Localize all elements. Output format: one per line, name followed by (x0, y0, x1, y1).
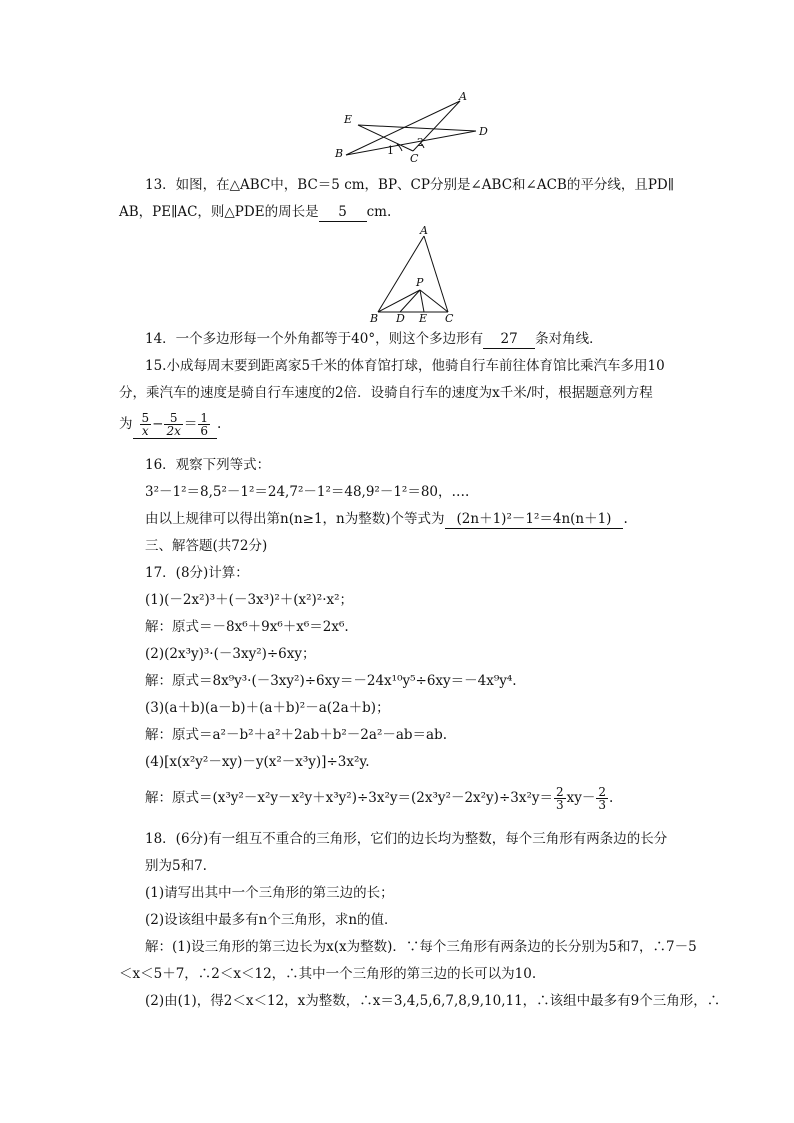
q15-frac-1 (140, 412, 152, 437)
fig1-label-angle-1: 1 (387, 144, 394, 157)
fig2-label-D: D (396, 312, 405, 325)
fig1-line-ED (358, 125, 476, 131)
q16-text-a: 由以上规律可以得出第n(n≥1，n为整数)个等式为 (145, 511, 445, 527)
fig2-line-AC (424, 236, 448, 312)
q15-frac-3-den: 6 (200, 424, 208, 438)
q16-line1: 16．观察下列等式： (145, 457, 271, 473)
figure-2-diagram (362, 224, 462, 326)
q13-answer: 5 (319, 203, 367, 222)
q18-solution-line2: ＜x＜5＋7，∴2＜x＜12，∴其中一个三角形的第三边的长可以为10. (119, 966, 537, 982)
fig2-label-C: C (445, 312, 454, 325)
q18-line1: 18．(6分)有一组互不重合的三角形，它们的边长均为整数，每个三角形有两条边的长分 (145, 831, 668, 847)
q15-line1: 15.小成每周末要到距离家5千米的体育馆打球，他骑自行车前往体育馆比乘汽车多用10 (145, 358, 665, 374)
fig2-label-A: A (420, 224, 428, 237)
q18-part-2: (2)设该组中最多有n个三角形，求n的值． (145, 912, 398, 928)
q17-s4-frac-2 (596, 786, 608, 811)
fig2-line-AB (378, 236, 424, 312)
q15-frac-2 (164, 412, 182, 437)
q15-frac-3-num: 1 (200, 411, 208, 425)
q18-solution-line3: (2)由(1)，得2＜x＜12，x为整数，∴x＝3,4,5,6,7,8,9,10,11，∴该组中最多有9个三角形，∴ (145, 993, 721, 1009)
q17-part-3: (3)(a＋b)(a－b)＋(a＋b)²－a(2a＋b)； (145, 700, 390, 716)
q16-line3 (145, 510, 628, 529)
q16-text-b: . (623, 511, 628, 527)
q14-text-b: 条对角线． (535, 331, 603, 347)
q13-text-b: cm. (366, 204, 392, 220)
fig1-label-C: C (410, 152, 419, 162)
q15-frac-1-num: 5 (141, 411, 150, 425)
q18-part-1: (1)请写出其中一个三角形的第三边的长； (145, 885, 394, 901)
q17-solution-3: 解：原式＝a²－b²＋a²＋2ab＋b²－2a²－ab＝ab. (145, 727, 448, 743)
q17-part-4: (4)[x(x²y²－xy)－y(x²－x³y)]÷3x²y. (145, 754, 370, 770)
fig2-label-P: P (416, 276, 424, 289)
q17-solution-2: 解：原式＝8x⁹y³·(－3xy²)÷6xy＝－24x¹⁰y⁵÷6xy＝－4x⁹y⁴. (145, 673, 517, 689)
q14-line (145, 330, 603, 349)
fig1-label-D: D (479, 125, 488, 138)
q14-text-a: 14．一个多边形每一个外角都等于40°，则这个多边形有 (145, 331, 484, 347)
fig1-line-EC (358, 125, 413, 151)
q17-s4-frac-2-den: 3 (598, 798, 607, 812)
q15-frac-3 (198, 412, 210, 437)
q15-minus: − (152, 416, 164, 432)
q15-suffix: . (217, 416, 222, 432)
q17-title: 17．(8分)计算： (145, 565, 249, 581)
q15-equals: ＝ (183, 416, 198, 432)
fig1-label-A: A (459, 90, 467, 103)
q17-s4-frac-1-num: 2 (556, 785, 564, 799)
q15-prefix: 为 (119, 416, 133, 432)
q18-solution-line1: 解：(1)设三角形的第三边长为x(x为整数)．∵每个三角形有两条边的长分别为5和7，∴7－5 (145, 939, 697, 955)
q14-answer: 27 (483, 330, 535, 349)
q17-s4-frac-2-num: 2 (598, 785, 607, 799)
q15-frac-2-den: 2x (166, 424, 181, 438)
q13-line2 (119, 203, 391, 222)
fig1-label-B: B (335, 147, 344, 160)
q15-answer (133, 410, 218, 439)
fig1-label-E: E (344, 113, 353, 126)
q17-s4-end: . (609, 790, 614, 806)
q18-line2: 别为5和7. (145, 858, 207, 874)
q13-text-a: AB，PE∥AC，则△PDE的周长是 (119, 204, 319, 220)
fig2-line-PD (400, 290, 420, 312)
q17-s4-frac-1-den: 3 (556, 798, 564, 812)
figure-1-diagram (330, 90, 500, 162)
q17-part-2: (2)(2x³y)³·(－3xy²)÷6xy； (145, 646, 316, 662)
fig1-line-BA (346, 101, 460, 155)
q16-line2: 3²－1²＝8,5²－1²＝24,7²－1²＝48,9²－1²＝80，…. (145, 484, 470, 500)
q15-equation-line (119, 410, 221, 439)
q17-s4-mid: xy－ (566, 790, 596, 806)
section-3-title: 三、解答题(共72分) (145, 538, 268, 554)
fig2-label-E: E (419, 312, 428, 325)
q15-frac-2-num: 5 (164, 412, 182, 425)
fig2-line-PC (420, 290, 448, 312)
q17-s4-frac-1 (554, 786, 566, 811)
q13-line1: 13．如图，在△ABC中，BC＝5 cm，BP、CP分别是∠ABC和∠ACB的平分线，且PD∥ (145, 177, 674, 193)
fig1-label-angle-2: 2 (417, 136, 424, 149)
q17-part-1: (1)(－2x²)³＋(－3x³)²＋(x²)²·x²； (145, 592, 354, 608)
q15-frac-1-den: x (141, 424, 149, 438)
fig2-label-B: B (370, 312, 379, 325)
q17-solution-4 (145, 784, 613, 812)
q17-solution-1: 解：原式＝－8x⁶＋9x⁶＋x⁶＝2x⁶. (145, 619, 349, 635)
q17-solution-4-text: 解：原式＝(x³y²－x²y－x²y＋x³y²)÷3x²y＝(2x³y²－2x²y)÷3x²y＝ (145, 790, 553, 806)
q15-line2: 分，乘汽车的速度是骑自行车速度的2倍．设骑自行车的速度为x千米/时，根据题意列方程 (119, 385, 653, 401)
q16-answer: (2n＋1)²－1²＝4n(n＋1) (445, 510, 624, 529)
